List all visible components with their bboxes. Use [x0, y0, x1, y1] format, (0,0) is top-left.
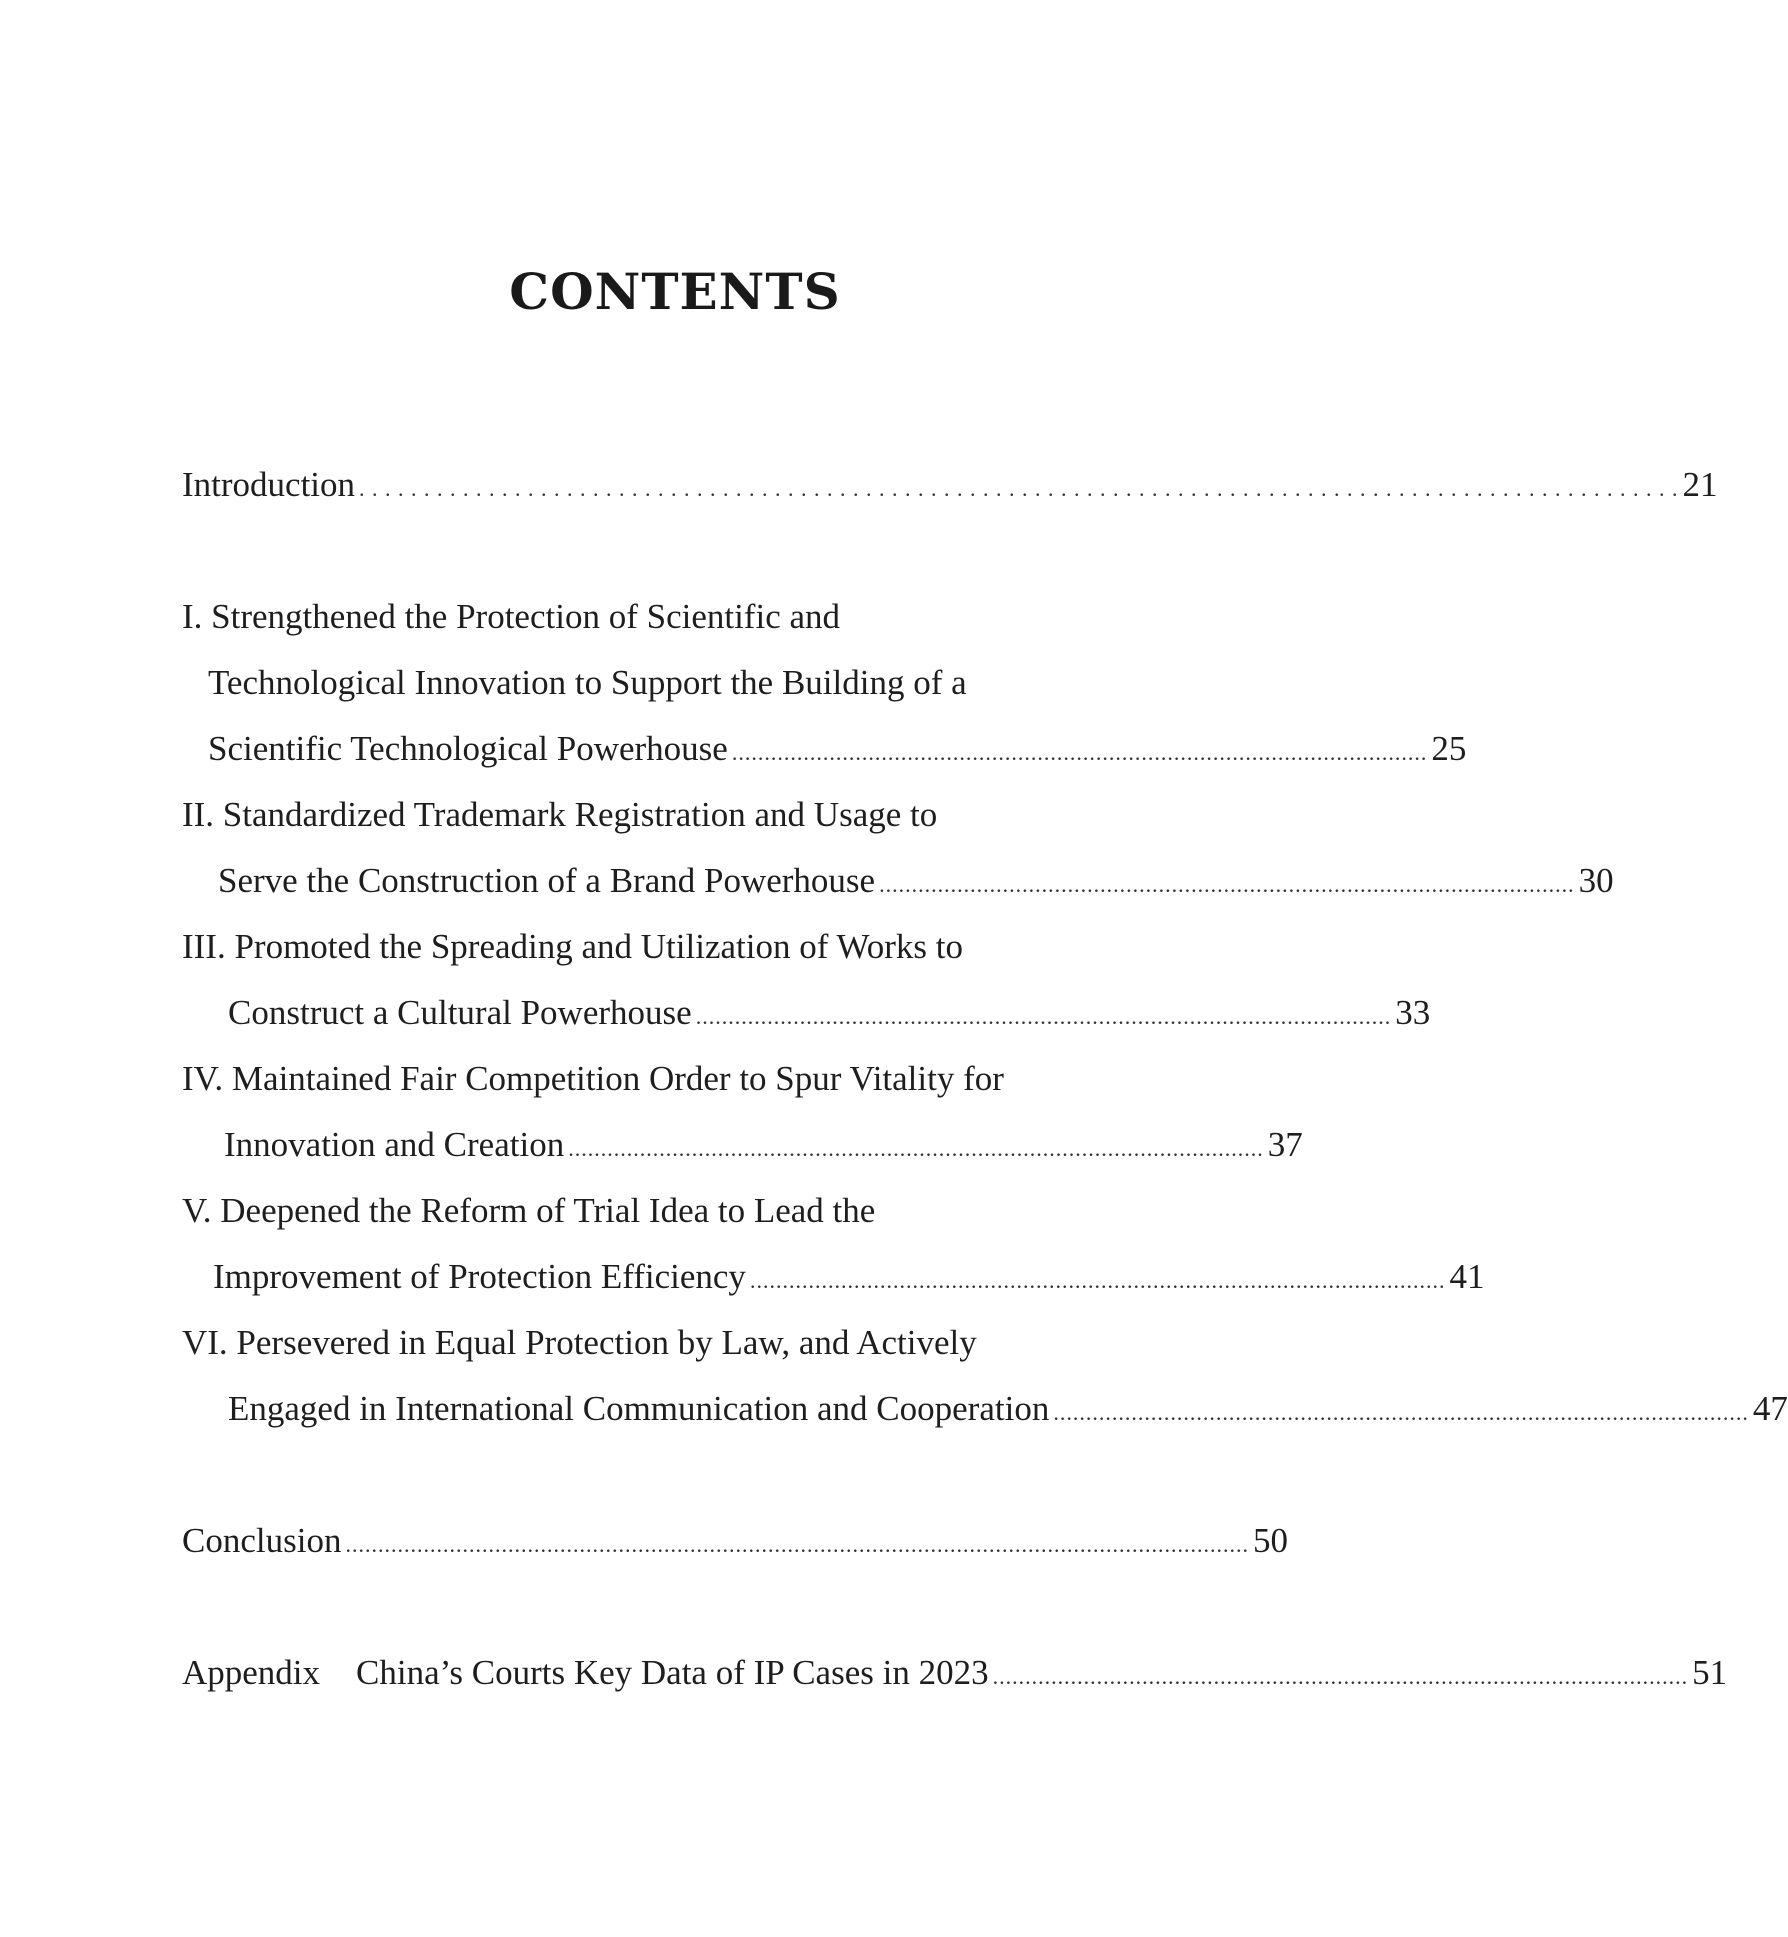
- appendix-label: Appendix: [182, 1653, 321, 1692]
- toc-entry-label: Introduction: [182, 465, 356, 504]
- toc-entry-label: Construct a Cultural Powerhouse: [228, 993, 692, 1032]
- dot-leader: ...........................................................................................................: [695, 1004, 1392, 1029]
- toc-entry-label: Serve the Construction of a Brand Powerhouse: [218, 861, 876, 900]
- toc-entry-label: V. Deepened the Reform of Trial Idea to Lead the: [182, 1191, 876, 1230]
- toc-entry-section-1-line-3[interactable]: [182, 716, 1467, 782]
- toc-entry-section-4-line-2[interactable]: [182, 1112, 1303, 1178]
- toc-entry-label: IV. Maintained Fair Competition Order to Spur Vitality for: [182, 1059, 1004, 1098]
- toc-entry-section-6-line-1[interactable]: [182, 1310, 1165, 1376]
- toc-entry-label: Conclusion: [182, 1521, 342, 1560]
- toc-page-number: 30: [1578, 861, 1614, 900]
- toc-entry-introduction[interactable]: [182, 452, 1718, 518]
- dot-leader: . . . . . . . . . . . . . . . . . . . . . . . . . . . . . . . . . . . . . . . . . . . . . . . . . . . . . . . . . . . . . . . . . . . . . . . . . . . . . . . . . . . . . . . . . . . . . . . . . . . . . .: [359, 476, 1679, 501]
- dot-leader: ...........................................................................................................................................: [345, 1532, 1249, 1557]
- toc-page-number: 41: [1449, 1257, 1485, 1296]
- toc-entry-label: China’s Courts Key Data of IP Cases in 2023: [356, 1653, 989, 1692]
- toc-entry-conclusion[interactable]: [182, 1508, 1288, 1574]
- toc-page-number: 37: [1267, 1125, 1303, 1164]
- toc-entry-label: II. Standardized Trademark Registration and Usage to: [182, 795, 938, 834]
- toc-entry-section-3-line-1[interactable]: [182, 914, 1165, 980]
- toc-entry-section-2-line-1[interactable]: [182, 782, 1165, 848]
- toc-page-number: 50: [1252, 1521, 1288, 1560]
- toc-entry-label: I. Strengthened the Protection of Scientific and: [182, 597, 841, 636]
- toc-entry-label: Scientific Technological Powerhouse: [208, 729, 728, 768]
- toc-page-number: 33: [1395, 993, 1431, 1032]
- toc-entry-label: Innovation and Creation: [224, 1125, 565, 1164]
- toc-entry-section-1-line-1[interactable]: [182, 584, 1165, 650]
- toc-entry-label: Improvement of Protection Efficiency: [213, 1257, 746, 1296]
- toc-page-number: 47: [1752, 1389, 1788, 1428]
- toc-entry-label: III. Promoted the Spreading and Utilization of Works to: [182, 927, 963, 966]
- toc-page-number: 51: [1692, 1653, 1728, 1692]
- toc-entry-appendix[interactable]: [182, 1640, 1728, 1706]
- toc-entry-section-5-line-2[interactable]: [182, 1244, 1485, 1310]
- page-title: CONTENTS: [509, 262, 841, 321]
- toc-entry-section-4-line-1[interactable]: [182, 1046, 1165, 1112]
- toc-entry-section-2-line-2[interactable]: [182, 848, 1614, 914]
- dot-leader: ...........................................................................................................: [992, 1664, 1689, 1689]
- toc-entry-section-3-line-2[interactable]: [182, 980, 1431, 1046]
- dot-leader: ...........................................................................................................: [731, 740, 1428, 765]
- toc-entry-label: Technological Innovation to Support the Building of a: [208, 663, 967, 702]
- dot-leader: ...........................................................................................................: [568, 1136, 1264, 1161]
- dot-leader: ...........................................................................................................: [749, 1268, 1446, 1293]
- toc-entry-section-5-line-1[interactable]: [182, 1178, 1165, 1244]
- toc-entry-section-1-line-2[interactable]: [182, 650, 1165, 716]
- dot-leader: ...........................................................................................................: [879, 872, 1575, 897]
- toc-entry-label: VI. Persevered in Equal Protection by Law, and Actively: [182, 1323, 977, 1362]
- table-of-contents: [182, 452, 1788, 1706]
- dot-leader: ...........................................................................................................: [1053, 1400, 1749, 1425]
- toc-entry-label: Engaged in International Communication and Cooperation: [228, 1389, 1050, 1428]
- toc-entry-section-6-line-2[interactable]: [182, 1376, 1788, 1442]
- toc-page-number: 21: [1682, 465, 1718, 504]
- toc-page-number: 25: [1431, 729, 1467, 768]
